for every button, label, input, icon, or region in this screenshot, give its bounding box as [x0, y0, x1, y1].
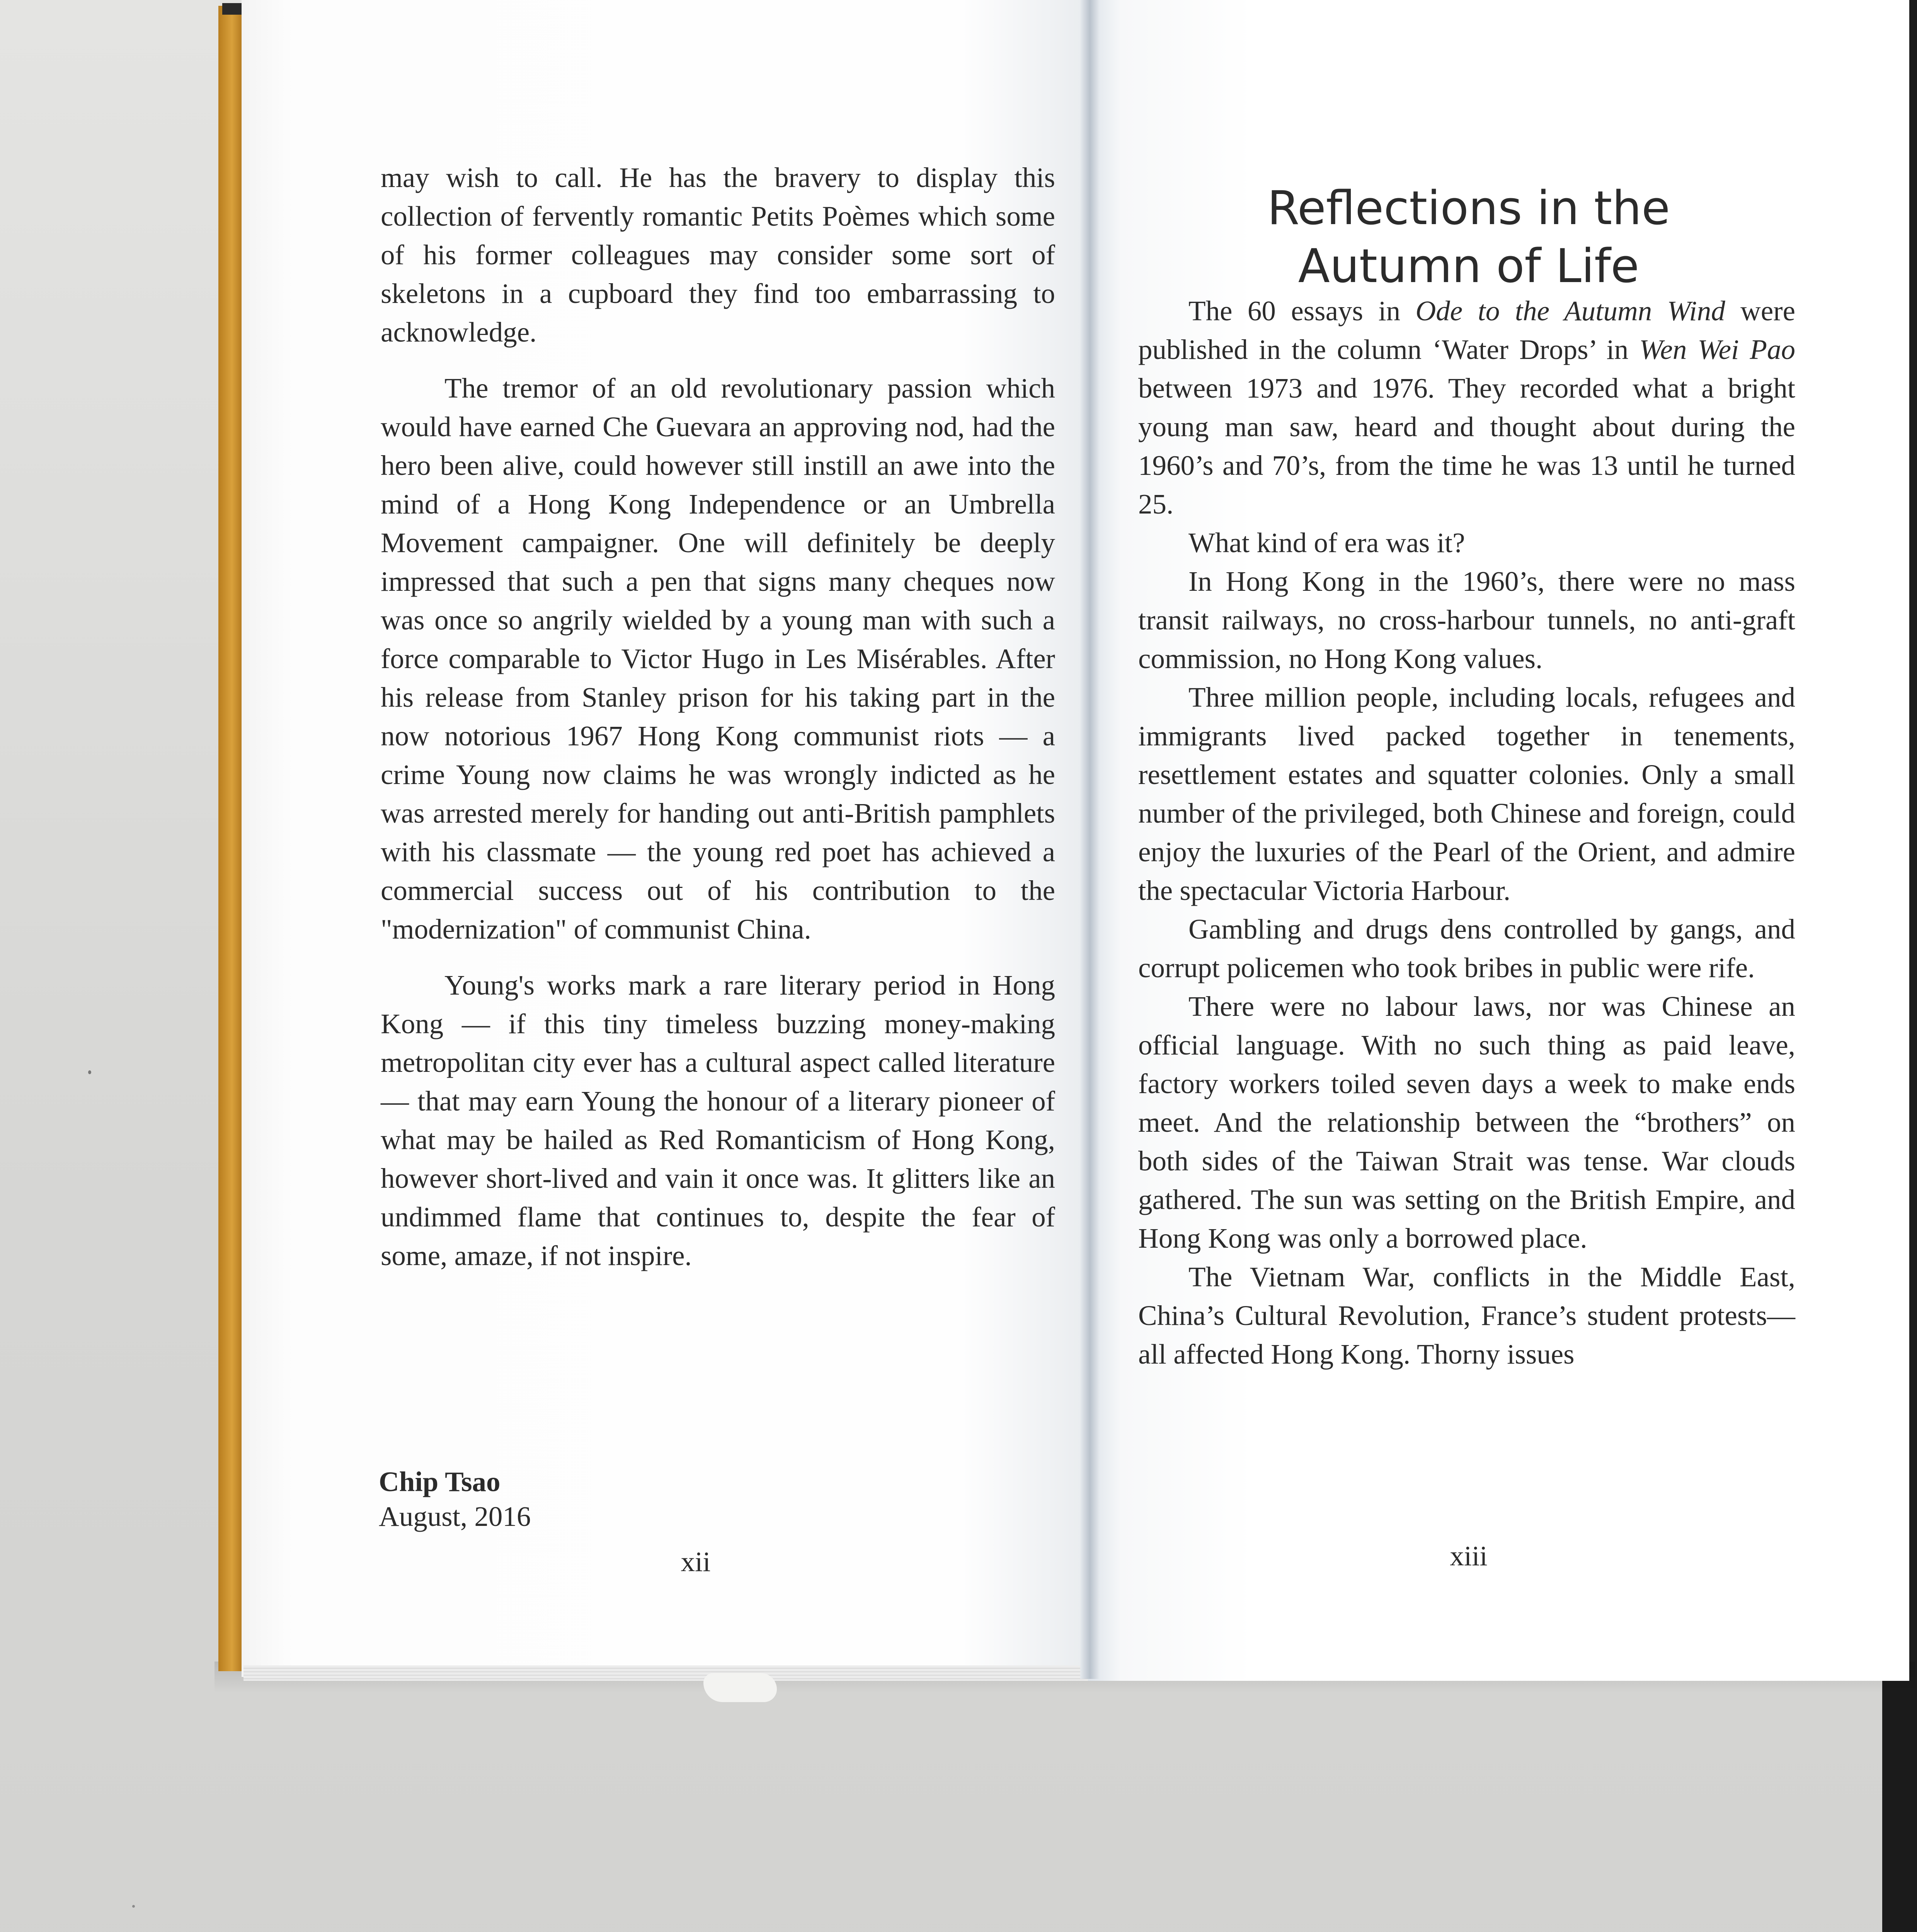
newspaper-title-italic: Wen Wei Pao [1639, 334, 1795, 365]
text-run: The 60 essays in [1188, 295, 1416, 327]
chapter-title-line-2: Autumn of Life [1298, 240, 1639, 294]
paragraph: Three million people, including locals, refugees and immigrants lived packed together in tenements, resettlement estates and squatter colonies. Only a small number of the privileged, both Chinese and foreign, could enjoy the luxuries of the Pearl of the Orient, and admire the spectacular Victoria Harbour. [1138, 682, 1795, 906]
chapter-title-line-1: Reflections in the [1267, 182, 1670, 236]
paragraph: may wish to call. He has the bravery to display this collection of fervently romantic Petits Poèmes which some of his former colleagues may consider some sort of skeletons in a cupboard they find too embarrassing to acknowledge. [381, 162, 1055, 348]
paragraph: The tremor of an old revolutionary passion which would have earned Che Guevara an approving nod, had the hero been alive, could however still instill an awe into the mind of a Hong Kong Independence or an Umbrella Movement campaigner. One will definitely be deeply impressed that such a pen that signs many cheques now was once so angrily wielded by a young man with such a force comparable to Victor Hugo in Les Misérables. After his release from Stanley prison for his taking part in the now notorious 1967 Hong Kong communist riots — a crime Young now claims he was wrongly indicted as he was arrested merely for handing out anti-British pamphlets with his classmate — the young red poet has achieved a commercial success out of his contribution to the "modernization" of communist China. [381, 372, 1055, 945]
dust-speck [132, 1905, 135, 1908]
text-run: were published in the column ‘Water Drops’ in [1138, 295, 1795, 365]
right-page-body [1138, 292, 1795, 1374]
paper-scrap [703, 1673, 777, 1702]
text-run: between 1973 and 1976. They recorded what a bright young man saw, heard and thought about during the 1960’s and 70’s, from the time he was 13 until he turned 25. [1138, 372, 1795, 520]
chapter-title [1179, 180, 1759, 296]
paragraph: Young's works mark a rare literary period in Hong Kong — if this tiny timeless buzzing money-making metropolitan city ever has a cultural aspect called literature — that may earn Young the honour of a literary pioneer of what may be hailed as Red Romanticism of Hong Kong, however short-lived and vain it once was. It glitters like an undimmed flame that continues to, despite the fear of some, amaze, if not inspire. [381, 969, 1055, 1271]
left-page-body [381, 158, 1055, 1275]
page-number-right: xiii [1450, 1540, 1488, 1571]
signature-name: Chip Tsao [379, 1466, 501, 1497]
signature-date: August, 2016 [379, 1501, 531, 1532]
book-title-italic: Ode to the Autumn Wind [1415, 295, 1725, 327]
paragraph: What kind of era was it? [1188, 527, 1465, 558]
paragraph: Gambling and drugs dens controlled by gangs, and corrupt policemen who took bribes in public were rife. [1138, 913, 1795, 983]
paragraph [1138, 292, 1795, 524]
book-gutter [1080, 0, 1100, 1679]
signature-block [379, 1464, 531, 1534]
paragraph: In Hong Kong in the 1960’s, there were no mass transit railways, no cross-harbour tunnels, no anti-graft commission, no Hong Kong values. [1138, 566, 1795, 674]
paragraph: There were no labour laws, nor was Chinese an official language. With no such thing as paid leave, factory workers toiled seven days a week to make ends meet. And the relationship between the “brothers” on both sides of the Taiwan Strait was tense. War clouds gathered. The sun was setting on the British Empire, and Hong Kong was only a borrowed place. [1138, 991, 1795, 1254]
left-page-edges [243, 1665, 1088, 1681]
page-number-left: xii [681, 1546, 711, 1577]
paragraph: The Vietnam War, conflicts in the Middle East, China’s Cultural Revolution, France’s student protests—all affected Hong Kong. Thorny issues [1138, 1261, 1795, 1370]
dust-speck [88, 1070, 91, 1074]
